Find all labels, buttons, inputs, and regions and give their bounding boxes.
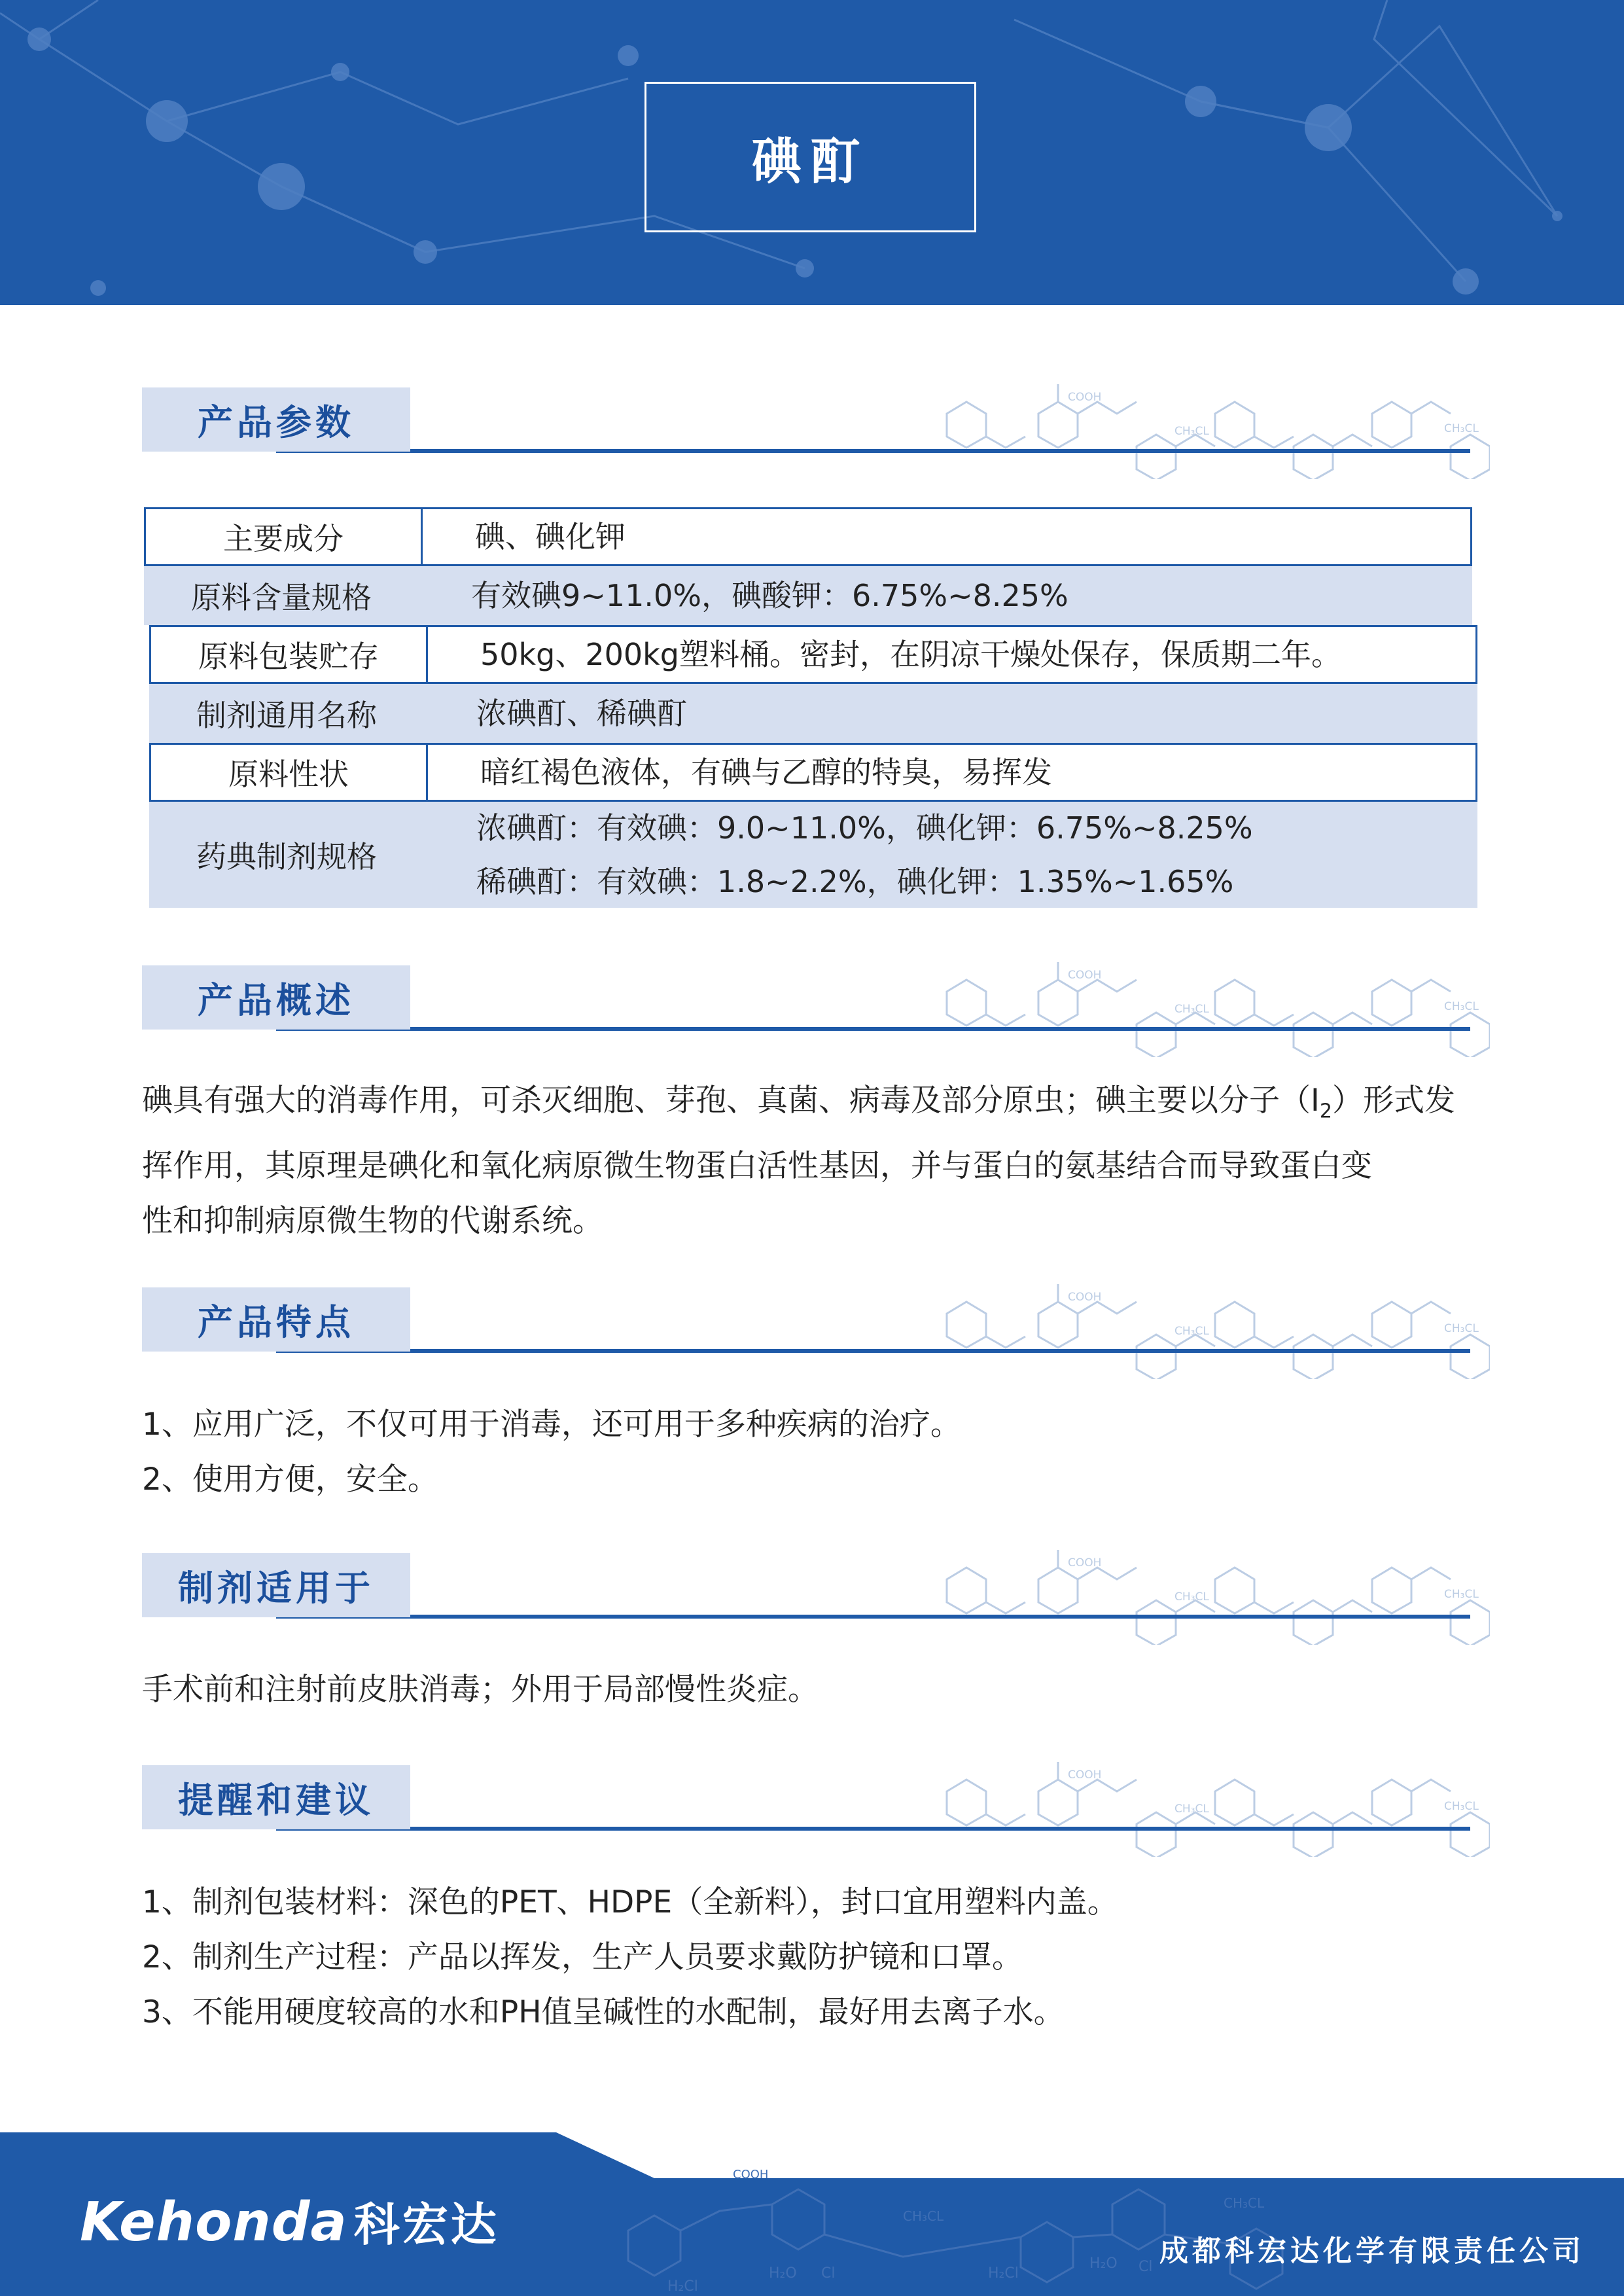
table-value <box>419 569 1472 622</box>
section-rule <box>276 1027 1470 1031</box>
chem-label-h2o: H₂O <box>769 2265 797 2282</box>
section-rule <box>276 449 1470 453</box>
table-value <box>428 745 1475 799</box>
table-key: 制剂通用名称 <box>196 698 377 733</box>
applications-line: 手术前和注射前皮肤消毒；外用于局部慢性炎症。 <box>142 1672 819 1708</box>
chem-label-ch3cl-2: CH₃CL <box>1224 2195 1265 2211</box>
chemical-structure-icon <box>927 1274 1490 1379</box>
section-tab <box>142 1553 410 1617</box>
section-title: 制剂适用于 <box>178 1567 374 1609</box>
chemical-structure-icon <box>927 1752 1490 1857</box>
table-key: 主要成分 <box>146 509 423 564</box>
section-tab <box>142 1765 410 1829</box>
section-header-params <box>142 387 1479 459</box>
table-row <box>149 625 1477 684</box>
list-item: 1、应用广泛，不仅可用于消毒，还可用于多种疾病的治疗。 <box>142 1407 961 1443</box>
section-rule <box>276 1349 1470 1353</box>
table-value <box>424 801 1477 908</box>
table-value-line: 暗红褐色液体，有碘与乙醇的特臭，易挥发 <box>480 755 1052 790</box>
list-item: 1、制剂包装材料：深色的PET、HDPE（全新料），封口宜用塑料内盖。 <box>142 1884 1118 1920</box>
advice-list <box>142 1875 1477 2040</box>
section-tab <box>142 387 410 452</box>
page-title: 碘酊 <box>751 132 870 190</box>
chem-label-ch3cl-2: CH₃CL <box>1444 422 1479 435</box>
brand-logo: Kehonda 科宏达 <box>80 2191 499 2253</box>
table-value <box>428 628 1475 681</box>
overview-line-3: 性和抑制病原微生物的代谢系统。 <box>142 1203 603 1240</box>
overview-line-1: 碘具有强大的消毒作用，可杀灭细胞、芽孢、真菌、病毒及部分原虫；碘主要以分子$(I_2)$形式发 <box>142 1083 1455 1123</box>
table-value-line: 稀碘酊：有效碘：1.8~2.2%，碘化钾：1.35%~1.65% <box>476 864 1234 899</box>
chem-label-cl: Cl <box>821 2265 836 2282</box>
chem-label-cooh: COOH <box>1068 1556 1102 1570</box>
table-row <box>144 566 1472 625</box>
section-header-applications <box>142 1553 1479 1625</box>
chem-label-hcl-2: H₂Cl <box>988 2265 1019 2282</box>
section-header-features <box>142 1287 1479 1359</box>
chem-label-ch3cl: CH₃CL <box>1174 1003 1209 1016</box>
table-row <box>149 802 1477 908</box>
chemical-structure-icon <box>927 952 1490 1057</box>
chem-label-h2o-2: H₂O <box>1089 2255 1118 2272</box>
chem-label-cooh: COOH <box>1068 1291 1102 1304</box>
section-rule <box>276 1827 1470 1831</box>
list-item: 2、使用方便，安全。 <box>142 1462 438 1498</box>
chem-label-ch3cl-2: CH₃CL <box>1444 1000 1479 1013</box>
section-header-advice <box>142 1765 1479 1837</box>
chem-label-ch3cl-2: CH₃CL <box>1444 1322 1479 1335</box>
table-value-line: 浓碘酊：有效碘：9.0~11.0%，碘化钾：6.75%~8.25% <box>476 810 1253 846</box>
section-header-overview <box>142 965 1479 1037</box>
chem-label-ch3cl: CH₃CL <box>1174 1590 1209 1604</box>
chemical-structure-icon <box>927 374 1490 479</box>
table-row <box>149 743 1477 802</box>
table-value-line: 有效碘9~11.0%，碘酸钾：6.75%~8.25% <box>471 578 1068 613</box>
table-value <box>423 510 1470 564</box>
chem-label-cl-2: Cl <box>1139 2259 1153 2275</box>
company-name: 成都科宏达化学有限责任公司 <box>1159 2234 1585 2268</box>
table-value-line: 50kg、200kg塑料桶。密封，在阴凉干燥处保存，保质期二年。 <box>480 637 1342 672</box>
chem-label-ch3cl-2: CH₃CL <box>1444 1800 1479 1813</box>
header-banner <box>0 0 1624 305</box>
chem-label-cooh: COOH <box>1068 1768 1102 1782</box>
table-value <box>424 687 1477 740</box>
list-item: 2、制剂生产过程：产品以挥发，生产人员要求戴防护镜和口罩。 <box>142 1939 1023 1975</box>
list-item: 3、不能用硬度较高的水和PH值呈碱性的水配制，最好用去离子水。 <box>142 1994 1065 2030</box>
table-value-line: 碘、碘化钾 <box>475 519 626 554</box>
chem-label-ch3cl-2: CH₃CL <box>1444 1588 1479 1601</box>
table-key: 药典制剂规格 <box>196 839 377 874</box>
section-tab <box>142 965 410 1030</box>
table-row <box>144 507 1472 566</box>
features-list <box>142 1397 1477 1507</box>
chem-label-cooh: COOH <box>1068 969 1102 982</box>
chemical-structure-icon <box>927 1540 1490 1645</box>
section-rule <box>276 1615 1470 1619</box>
chem-label-ch3cl: CH₃CL <box>1174 425 1209 438</box>
chem-label-ch3cl: CH₃CL <box>1174 1803 1209 1816</box>
title-box <box>644 82 976 232</box>
section-title: 产品参数 <box>198 401 355 443</box>
table-value-line: 浓碘酊、稀碘酊 <box>476 696 687 731</box>
chem-label-ch3cl: CH₃CL <box>1174 1325 1209 1338</box>
section-title: 产品特点 <box>198 1301 355 1343</box>
chem-label-ch3cl: CH₃CL <box>903 2208 944 2224</box>
table-key: 原料包装贮存 <box>151 627 428 682</box>
section-title: 产品概述 <box>198 979 355 1021</box>
overview-text <box>142 1073 1477 1249</box>
table-key: 原料性状 <box>151 745 428 800</box>
overview-line-2: 挥作用，其原理是碘化和氧化病原微生物蛋白活性基因，并与蛋白的氨基结合而导致蛋白变 <box>142 1148 1372 1185</box>
chem-label-hcl: H₂Cl <box>667 2278 698 2295</box>
section-title: 提醒和建议 <box>178 1779 374 1821</box>
footer <box>0 2132 1624 2296</box>
chem-label-cooh: COOH <box>1068 391 1102 404</box>
table-row <box>149 684 1477 743</box>
applications-text <box>142 1662 1477 1717</box>
table-key: 原料含量规格 <box>191 580 372 615</box>
section-tab <box>142 1287 410 1352</box>
chem-label-cooh: COOH <box>733 2168 769 2181</box>
